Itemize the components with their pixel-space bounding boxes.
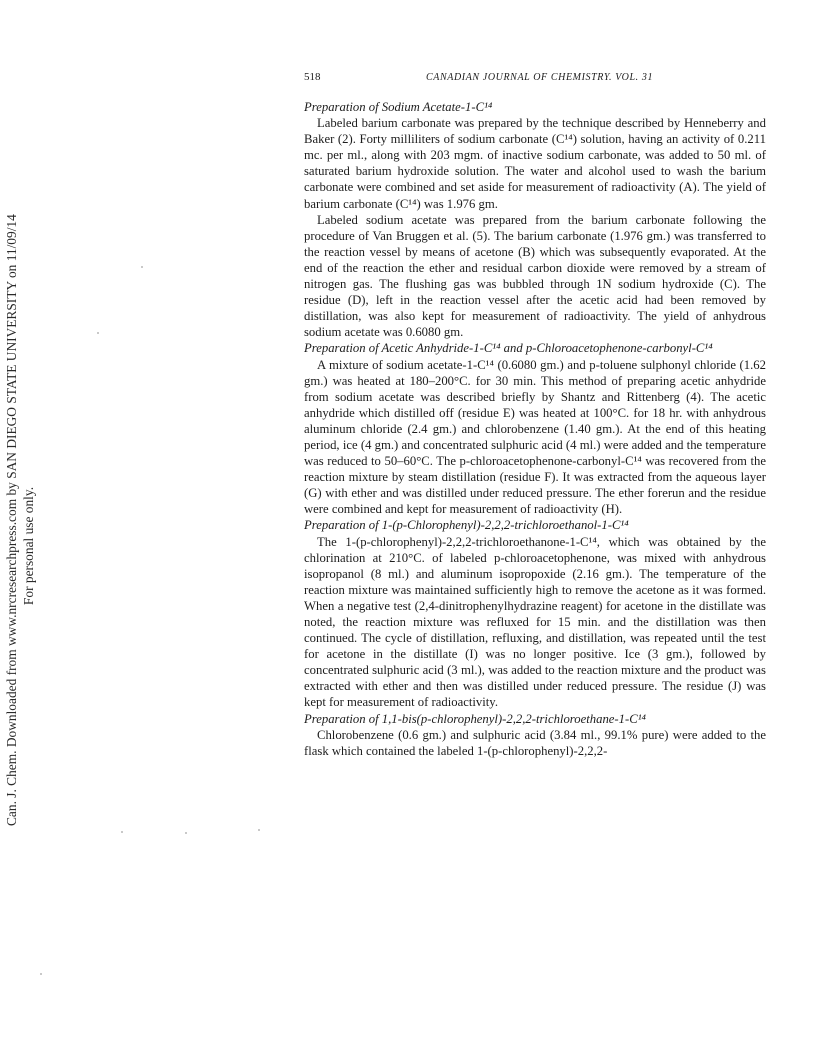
page-number: 518 bbox=[304, 71, 321, 83]
article-body bbox=[304, 99, 766, 759]
paragraph: A mixture of sodium acetate-1-C¹⁴ (0.6080 gm.) and p-toluene sulphonyl chloride (1.62 gm.) was heated at 180–200°C. for 30 min. This method of preparing acetic anhydride from sodium acetate was described briefly by Shantz and Rittenberg (4). The acetic anhydride which distilled off (residue E) was heated at 100°C. for 18 hr. with anhydrous aluminum chloride (2.4 gm.) and chlorobenzene (1.40 gm.). At the end of this heating period, ice (4 gm.) and concentrated sulphuric acid (4 ml.) were added and the temperature was reduced to 50–60°C. The p-chloroacetophenone-carbonyl-C¹⁴ was recovered from the reaction mixture by steam distillation (residue F). It was extracted from the aqueous layer (G) with ether and was distilled under reduced pressure. The ether forerun and the residue were combined and kept for measurement of radioactivity (H). bbox=[304, 357, 766, 517]
section-sodium-acetate bbox=[304, 99, 766, 340]
section-heading: Preparation of 1,1-bis(p-chlorophenyl)-2,2,2-trichloroethane-1-C¹⁴ bbox=[304, 711, 646, 726]
paragraph: Chlorobenzene (0.6 gm.) and sulphuric acid (3.84 ml., 99.1% pure) were added to the flask which contained the labeled 1-(p-chlorophenyl)-2,2,2- bbox=[304, 727, 766, 758]
section-trichloroethanol bbox=[304, 517, 766, 710]
page-header bbox=[304, 71, 766, 89]
download-notice bbox=[4, 214, 44, 826]
scan-speck bbox=[121, 831, 123, 833]
section-heading: Preparation of 1-(p-Chlorophenyl)-2,2,2-trichloroethanol-1-C¹⁴ bbox=[304, 518, 629, 533]
running-head: CANADIAN JOURNAL OF CHEMISTRY. VOL. 31 bbox=[426, 72, 654, 83]
paragraph: Labeled barium carbonate was prepared by the technique described by Henneberry and Baker (2). Forty milliliters of sodium carbonate (C¹⁴) solution, having an activity of 0.211 mc. per ml., along with 203 mgm. of inactive sodium carbonate, was added to 50 ml. of saturated barium hydroxide solution. The water and alcohol used to wash the barium carbonate were combined and set aside for measurement of radioactivity (A). The yield of barium carbonate (C¹⁴) was 1.976 gm. bbox=[304, 116, 766, 211]
scan-speck bbox=[40, 973, 42, 975]
section-heading: Preparation of Sodium Acetate-1-C¹⁴ bbox=[304, 100, 493, 114]
section-acetic-anhydride bbox=[304, 340, 766, 517]
download-notice-line: Can. J. Chem. Downloaded from www.nrcresearchpress.com by SAN DIEGO STATE UNIVERSITY on 11/09/14 bbox=[4, 214, 19, 826]
paragraph: Labeled sodium acetate was prepared from the barium carbonate following the procedure of Van Bruggen et al. (5). The barium carbonate (1.976 gm.) was transferred to the reaction vessel by means of acetone (B) which was subsequently evaporated. At the end of the reaction the ether and residual carbon dioxide were removed by a stream of nitrogen gas. The flushing gas was bubbled through 1N sodium hydroxide (C). The residue (D), left in the reaction vessel after the acetic acid had been removed by distillation, was also kept for measurement of radioactivity. The yield of anhydrous sodium acetate was 0.6080 gm. bbox=[304, 212, 766, 340]
scan-speck bbox=[97, 332, 99, 334]
section-heading: Preparation of Acetic Anhydride-1-C¹⁴ and p-Chloroacetophenone-carbonyl-C¹⁴ bbox=[304, 341, 713, 356]
scan-speck bbox=[141, 266, 143, 268]
personal-use-line: For personal use only. bbox=[20, 486, 36, 606]
paragraph: The 1-(p-chlorophenyl)-2,2,2-trichloroethanone-1-C¹⁴, which was obtained by the chlorination at 210°C. of labeled p-chloroacetophenone, was mixed with anhydrous isopropanol (8 ml.) and aluminum isopropoxide (2.16 gm.). The temperature of the reaction mixture was maintained sufficiently high to remove the acetone as it was formed. When a negative test (2,4-dinitrophenylhydrazine reagent) for acetone in the distillate was noted, the reaction mixture was refluxed for 15 min. and the distillation was then continued. The cycle of distillation, refluxing, and distillation, was repeated until the test for acetone in the distillate (I) was no longer positive. Ice (3 gm.), followed by concentrated sulphuric acid (3 ml.), was added to the reaction mixture and the product was extracted with ether and then was distilled under reduced pressure. The residue (J) was kept for measurement of radioactivity. bbox=[304, 534, 766, 710]
section-trichloroethane bbox=[304, 711, 766, 759]
scan-speck bbox=[185, 832, 187, 834]
scan-speck bbox=[258, 829, 260, 831]
